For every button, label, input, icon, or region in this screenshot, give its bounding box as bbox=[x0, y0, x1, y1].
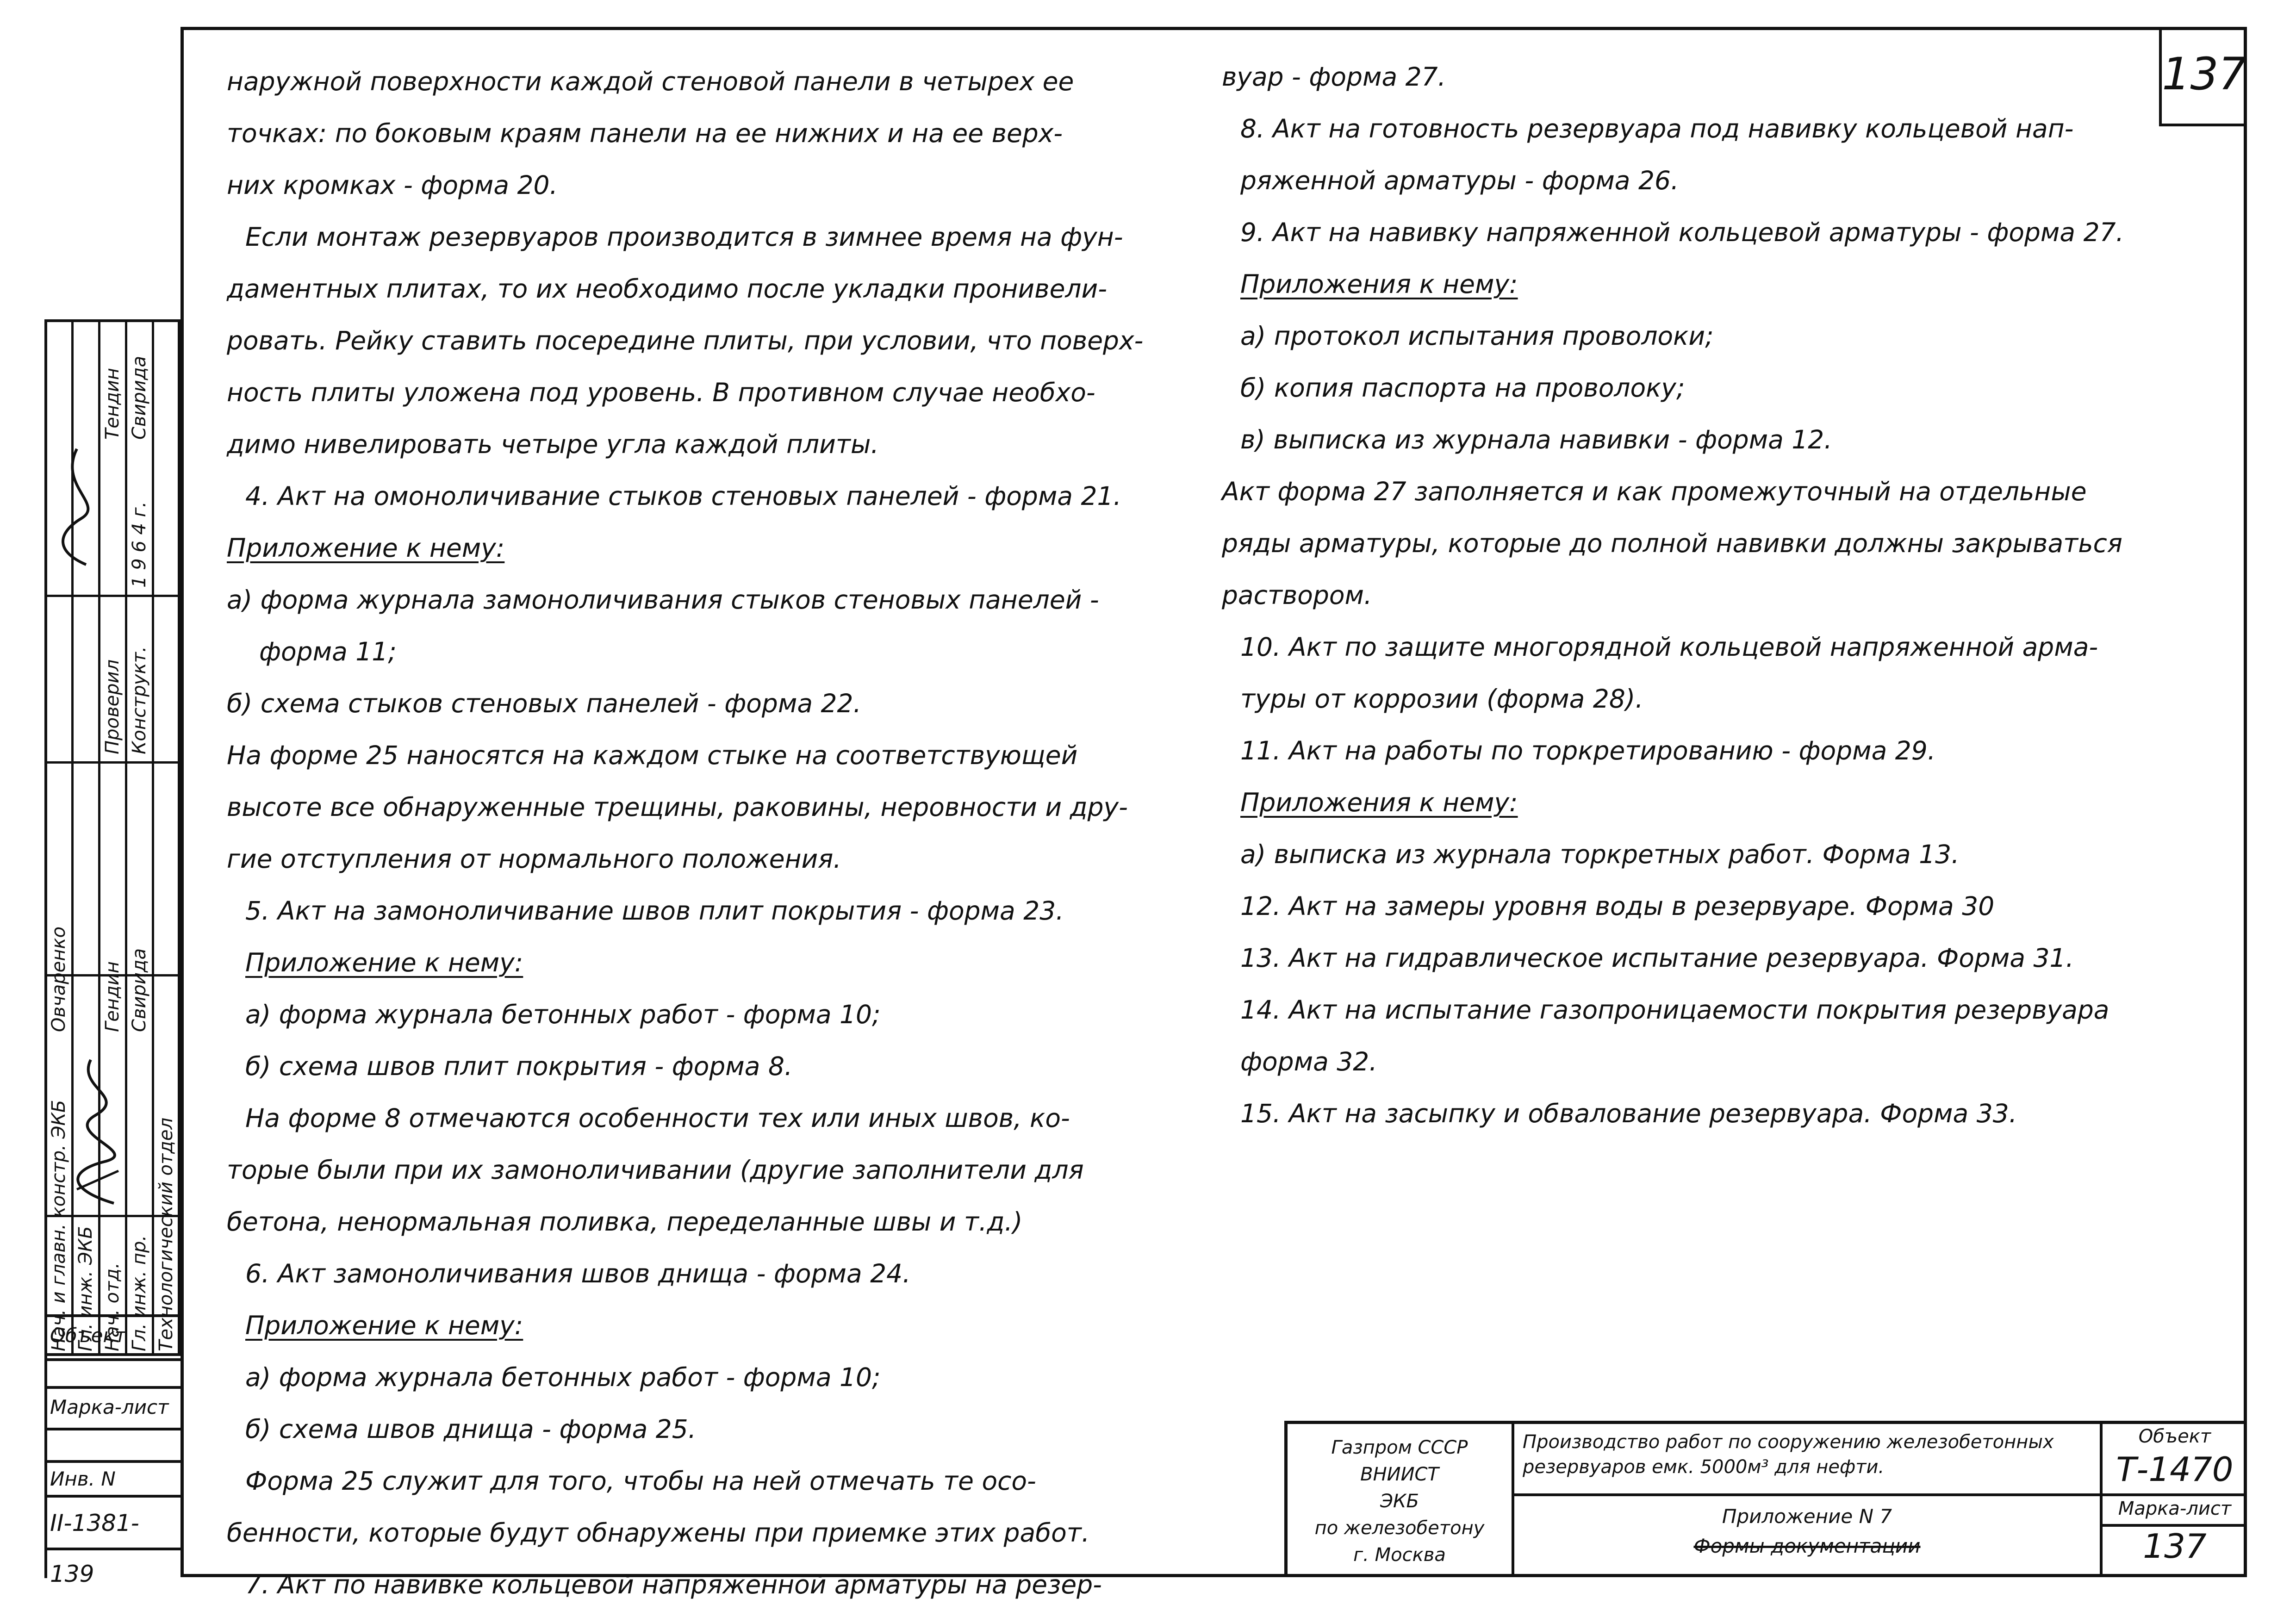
text-line: ряженной арматуры - форма 26. bbox=[1240, 166, 1679, 195]
text-line: форма 32. bbox=[1240, 1047, 1377, 1076]
stamp-year: 1 9 6 4 г. bbox=[129, 501, 150, 588]
text-line: форма 11; bbox=[259, 637, 397, 666]
object-value: Т-1470 bbox=[2116, 1450, 2234, 1489]
text-line: б) схема швов плит покрытия - форма 8. bbox=[245, 1051, 793, 1081]
inv-label: Инв. N bbox=[44, 1460, 180, 1495]
appendix-heading: Приложения к нему: bbox=[1240, 269, 1518, 299]
org-line: ВНИИСТ bbox=[1360, 1464, 1439, 1485]
text-line: б) схема швов днища - форма 25. bbox=[245, 1414, 697, 1444]
appendix-heading: Приложения к нему: bbox=[1240, 788, 1518, 817]
signature-image bbox=[49, 1051, 132, 1208]
text-line: в) выписка из журнала навивки - форма 12. bbox=[1240, 425, 1832, 454]
org-line: Газпром СССР bbox=[1331, 1437, 1468, 1458]
mark-value: 137 bbox=[2143, 1527, 2207, 1566]
stamp-role: Технологический отдел bbox=[156, 1117, 177, 1351]
text-line: Форма 25 служит для того, чтобы на ней отмечать те осо- bbox=[245, 1466, 1036, 1496]
text-line: 10. Акт по защите многорядной кольцевой напряженной арма- bbox=[1240, 632, 2098, 662]
mark-label: Марка-лист bbox=[44, 1386, 180, 1428]
text-line: б) схема стыков стеновых панелей - форма 22. bbox=[227, 689, 861, 718]
left-column bbox=[227, 56, 1194, 1611]
page-number: 137 bbox=[2159, 27, 2247, 126]
text-line: бетона, ненормальная поливка, переделанные швы и т.д.) bbox=[227, 1207, 1023, 1237]
text-line: а) форма журнала бетонных работ - форма 10; bbox=[245, 1000, 881, 1029]
title-block-codes bbox=[2100, 1424, 2247, 1577]
text-line: ность плиты уложена под уровень. В противном случае необхо- bbox=[227, 378, 1095, 407]
stamp-role: Нач. отд. bbox=[102, 1262, 123, 1351]
stamp-col-header: Проверил bbox=[102, 659, 123, 754]
text-line: бенности, которые будут обнаружены при приемке этих работ. bbox=[227, 1518, 1090, 1548]
inv-value: II-1381-139 bbox=[44, 1495, 180, 1550]
text-line: 9. Акт на навивку напряженной кольцевой арматуры - форма 27. bbox=[1240, 218, 2124, 247]
stamp-role: Нач. и главн. констр. ЭКБ bbox=[48, 1100, 69, 1351]
text-line: а) протокол испытания проволоки; bbox=[1240, 321, 1714, 351]
appendix-subtitle: Формы документации bbox=[1693, 1535, 1921, 1557]
text-line: ряды арматуры, которые до полной навивки должны закрываться bbox=[1222, 529, 2122, 558]
object-label: Объект bbox=[44, 1314, 180, 1358]
text-line: вуар - форма 27. bbox=[1222, 62, 1446, 92]
side-stamp-lower bbox=[44, 1314, 180, 1587]
text-line: ровать. Рейку ставить посередине плиты, при условии, что поверх- bbox=[227, 326, 1144, 355]
text-line: наружной поверхности каждой стеновой панели в четырех ее bbox=[227, 67, 1074, 96]
side-stamp-rotated bbox=[44, 319, 180, 1356]
appendix-number: Приложение N 7 bbox=[1722, 1505, 1892, 1528]
text-line: гие отступления от нормального положения. bbox=[227, 844, 841, 874]
object-label: Объект bbox=[2138, 1426, 2211, 1447]
stamp-role: Гл. инж. пр. bbox=[129, 1235, 150, 1351]
text-line: а) форма журнала бетонных работ - форма 10; bbox=[245, 1362, 881, 1392]
text-line: даментных плитах, то их необходимо после укладки пронивели- bbox=[227, 274, 1108, 304]
text-line: 15. Акт на засыпку и обвалование резервуара. Форма 33. bbox=[1240, 1099, 2017, 1128]
text-line: 14. Акт на испытание газопроницаемости покрытия резервуара bbox=[1240, 995, 2109, 1025]
text-line: высоте все обнаруженные трещины, раковины, неровности и дру- bbox=[227, 792, 1128, 822]
text-line: 6. Акт замоноличивания швов днища - форма 24. bbox=[245, 1259, 911, 1288]
text-line: На форме 8 отмечаются особенности тех или иных швов, ко- bbox=[245, 1103, 1070, 1133]
text-line: а) форма журнала замоноличивания стыков стеновых панелей - bbox=[227, 585, 1099, 615]
text-line: 5. Акт на замоноличивание швов плит покрытия - форма 23. bbox=[245, 896, 1064, 926]
title-block-organization bbox=[1288, 1424, 1514, 1577]
stamp-name: Свирида bbox=[129, 948, 150, 1032]
text-line: 12. Акт на замеры уровня воды в резервуаре. Форма 30 bbox=[1240, 891, 1995, 921]
right-column bbox=[1222, 51, 2198, 1139]
stamp-name: Овчаренко bbox=[48, 927, 69, 1032]
org-line: г. Москва bbox=[1353, 1544, 1446, 1566]
text-line: Если монтаж резервуаров производится в зимнее время на фун- bbox=[245, 222, 1123, 252]
text-line: б) копия паспорта на проволоку; bbox=[1240, 373, 1685, 403]
document-title: Производство работ по сооружению железобетонных резервуаров емк. 5000м³ для нефти. bbox=[1523, 1431, 2054, 1478]
text-line: а) выписка из журнала торкретных работ. Форма 13. bbox=[1240, 839, 1960, 869]
text-line: Акт форма 27 заполняется и как промежуточный на отдельные bbox=[1222, 477, 2087, 506]
stamp-name: Гендин bbox=[102, 961, 123, 1032]
stamp-name: Свирида bbox=[129, 355, 150, 440]
text-line: 7. Акт по навивке кольцевой напряженной арматуры на резер- bbox=[245, 1570, 1102, 1599]
appendix-heading: Приложение к нему: bbox=[245, 1311, 523, 1340]
appendix-heading: Приложение к нему: bbox=[245, 948, 523, 977]
text-line: 13. Акт на гидравлическое испытание резервуара. Форма 31. bbox=[1240, 943, 2074, 973]
org-line: ЭКБ bbox=[1380, 1491, 1419, 1512]
text-line: торые были при их замоноличивании (другие заполнители для bbox=[227, 1155, 1084, 1185]
appendix-heading: Приложение к нему: bbox=[227, 533, 505, 563]
stamp-name: Тендин bbox=[102, 368, 123, 440]
stamp-role: Гл. инж. ЭКБ bbox=[75, 1226, 96, 1351]
text-line: них кромках - форма 20. bbox=[227, 170, 558, 200]
title-block bbox=[1284, 1421, 2247, 1577]
text-line: 4. Акт на омоноличивание стыков стеновых панелей - форма 21. bbox=[245, 481, 1121, 511]
mark-label: Марка-лист bbox=[2118, 1498, 2232, 1519]
text-line: На форме 25 наносятся на каждом стыке на соответствующей bbox=[227, 740, 1078, 770]
text-line: раствором. bbox=[1222, 580, 1372, 610]
text-line: точках: по боковым краям панели на ее нижних и на ее верх- bbox=[227, 118, 1063, 148]
stamp-col-header: Конструкт. bbox=[129, 646, 150, 754]
signature-image bbox=[49, 440, 100, 569]
text-line: туры от коррозии (форма 28). bbox=[1240, 684, 1643, 714]
text-line: димо нивелировать четыре угла каждой плиты. bbox=[227, 429, 879, 459]
side-border bbox=[44, 1314, 47, 1578]
title-block-description bbox=[1514, 1424, 2100, 1577]
org-line: по железобетону bbox=[1314, 1517, 1485, 1539]
text-line: 11. Акт на работы по торкретированию - форма 29. bbox=[1240, 736, 1936, 765]
text-line: 8. Акт на готовность резервуара под навивку кольцевой нап- bbox=[1240, 114, 2074, 143]
